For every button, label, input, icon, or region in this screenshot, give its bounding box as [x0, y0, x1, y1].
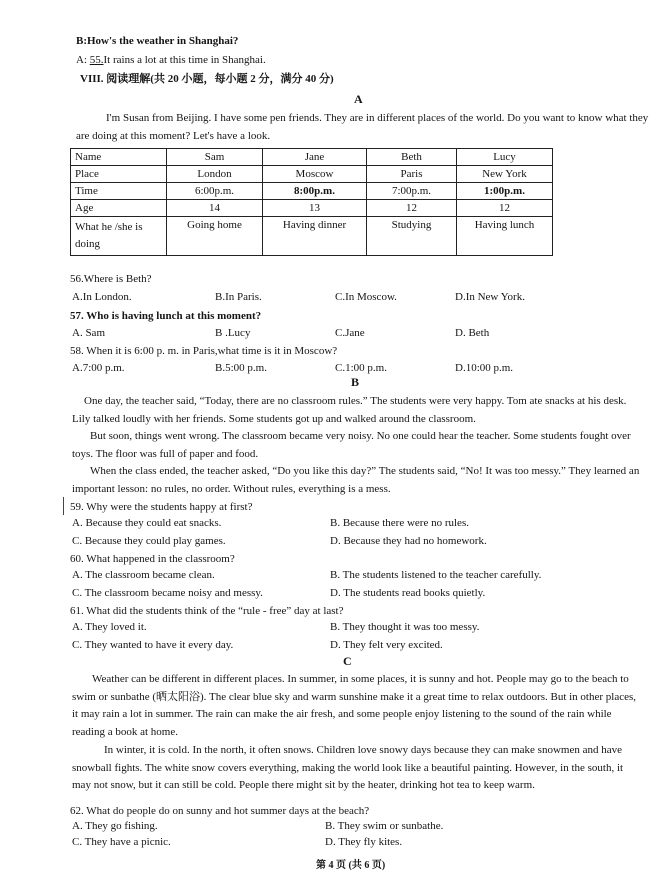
table-cell: Moscow	[263, 166, 367, 183]
question-58-stem: 58. When it is 6:00 p. m. in Paris,what time is it in Moscow?	[70, 345, 338, 357]
dialogue-a-rest: It rains a lot at this time in Shanghai.	[103, 54, 266, 66]
q58-option-d[interactable]: D.10:00 p.m.	[455, 362, 514, 374]
pen-friends-table	[70, 148, 553, 256]
table-cell: 1:00p.m.	[457, 183, 553, 200]
q57-option-b[interactable]: B .Lucy	[215, 327, 251, 339]
page-number: 第 4 页 (共 6 页)	[316, 860, 386, 871]
q56-option-d[interactable]: D.In New York.	[455, 291, 525, 303]
q59-option-a[interactable]: A. Because they could eat snacks.	[72, 517, 222, 529]
table-cell: London	[167, 166, 263, 183]
table-cell: Place	[71, 166, 167, 183]
table-cell: Age	[71, 200, 167, 217]
passage-a-letter: A	[354, 92, 363, 106]
table-cell: Name	[71, 149, 167, 166]
table-row	[71, 217, 553, 256]
q58-option-a[interactable]: A.7:00 p.m.	[72, 362, 125, 374]
q57-option-d[interactable]: D. Beth	[455, 327, 490, 339]
table-cell: Studying	[367, 217, 457, 256]
passage-b-paragraph-2: But soon, things went wrong. The classroom became very noisy. No one could hear the teacher. Some students fought over toys. The floor was full of paper and food.	[72, 430, 631, 460]
question-59-stem: 59. Why were the students happy at first?	[70, 501, 253, 513]
q60-option-b[interactable]: B. The students listened to the teacher carefully.	[330, 569, 542, 581]
passage-b-paragraph-1: One day, the teacher said, “Today, there are no classroom rules.” The students were very happy. Tom ate snacks at his desk. Lily talked loudly with her friends. Some students got up and walked around the classroom.	[72, 395, 627, 425]
question-57-stem: 57. Who is having lunch at this moment?	[70, 310, 262, 322]
question-60-stem: 60. What happened in the classroom?	[70, 553, 235, 565]
answer-blank-55[interactable]: 55.	[89, 54, 104, 66]
table-cell: 8:00p.m.	[263, 183, 367, 200]
q62-option-c[interactable]: C. They have a picnic.	[72, 836, 171, 848]
margin-mark	[63, 497, 64, 515]
q59-option-d[interactable]: D. Because they had no homework.	[330, 535, 487, 547]
q59-option-b[interactable]: B. Because there were no rules.	[330, 517, 469, 529]
passage-a-intro: I'm Susan from Beijing. I have some pen friends. They are in different places of the world. Do you want to know what they are doing at this moment? Let's have a look.	[76, 112, 649, 142]
q62-option-b[interactable]: B. They swim or sunbathe.	[325, 820, 444, 832]
passage-c-paragraph-2: In winter, it is cold. In the north, it often snows. Children love snowy days because they can make snowmen and have snowball fights. The white snow covers everything, making the world look like a beautiful painting. However, in the south, it may not snow, but it can still be cold. People there might sit by the heater, drinking hot tea to keep warm.	[72, 744, 624, 791]
table-cell: What he /she is doing	[71, 217, 167, 256]
table-cell: 13	[263, 200, 367, 217]
q60-option-c[interactable]: C. The classroom became noisy and messy.	[72, 587, 263, 599]
table-cell: Beth	[367, 149, 457, 166]
q62-option-d[interactable]: D. They fly kites.	[325, 836, 403, 848]
table-cell: Jane	[263, 149, 367, 166]
q56-option-a[interactable]: A.In London.	[72, 291, 132, 303]
passage-c-letter: C	[343, 654, 352, 668]
q59-option-c[interactable]: C. Because they could play games.	[72, 535, 226, 547]
table-cell: Having dinner	[263, 217, 367, 256]
q56-option-c[interactable]: C.In Moscow.	[335, 291, 397, 303]
dialogue-b-line: B:How's the weather in Shanghai?	[76, 35, 239, 47]
q62-option-a[interactable]: A. They go fishing.	[72, 820, 158, 832]
passage-c-paragraph-1: Weather can be different in different places. In summer, in some places, it is sunny and hot. People may go to the beach to swim or sunbathe (晒太阳浴). The clear blue sky and warm sunshine make it a great time to relax outdoors. But in other places, it may rain a lot in summer. The rain can make the air fresh, and some people enjoy listening to the sound of the rain while reading a book at home.	[72, 673, 637, 738]
table-cell: 6:00p.m.	[167, 183, 263, 200]
q60-option-d[interactable]: D. The students read books quietly.	[330, 587, 486, 599]
passage-b-paragraph-3: When the class ended, the teacher asked, “Do you like this day?” The students said, “No! It was too messy.” They learned an important lesson: no rules, no order. Without rules, everything is a mess.	[72, 465, 640, 495]
passage-b-letter: B	[351, 375, 360, 389]
table-row	[71, 149, 553, 166]
dialogue-a-prefix: A:	[76, 54, 90, 66]
section-title: VIII. 阅读理解(共 20 小题，每小题 2 分，满分 40 分)	[80, 73, 334, 85]
table-cell: 7:00p.m.	[367, 183, 457, 200]
table-cell: 14	[167, 200, 263, 217]
table-cell: Sam	[167, 149, 263, 166]
question-62-stem: 62. What do people do on sunny and hot summer days at the beach?	[70, 805, 370, 817]
table-cell: Lucy	[457, 149, 553, 166]
table-row	[71, 166, 553, 183]
table-cell: Having lunch	[457, 217, 553, 256]
table-cell: 12	[367, 200, 457, 217]
question-61-stem: 61. What did the students think of the “rule - free” day at last?	[70, 605, 344, 617]
table-cell: Paris	[367, 166, 457, 183]
table-row	[71, 200, 553, 217]
q58-option-c[interactable]: C.1:00 p.m.	[335, 362, 387, 374]
table-cell: New York	[457, 166, 553, 183]
table-cell: 12	[457, 200, 553, 217]
q61-option-a[interactable]: A. They loved it.	[72, 621, 147, 633]
q58-option-b[interactable]: B.5:00 p.m.	[215, 362, 267, 374]
q61-option-c[interactable]: C. They wanted to have it every day.	[72, 639, 234, 651]
dialogue-a-line	[76, 53, 266, 67]
q56-option-b[interactable]: B.In Paris.	[215, 291, 262, 303]
table-cell: Time	[71, 183, 167, 200]
q61-option-b[interactable]: B. They thought it was too messy.	[330, 621, 480, 633]
question-56-stem: 56.Where is Beth?	[70, 273, 152, 285]
q60-option-a[interactable]: A. The classroom became clean.	[72, 569, 215, 581]
q57-option-a[interactable]: A. Sam	[72, 327, 105, 339]
q57-option-c[interactable]: C.Jane	[335, 327, 365, 339]
table-row	[71, 183, 553, 200]
table-cell: Going home	[167, 217, 263, 256]
q61-option-d[interactable]: D. They felt very excited.	[330, 639, 443, 651]
